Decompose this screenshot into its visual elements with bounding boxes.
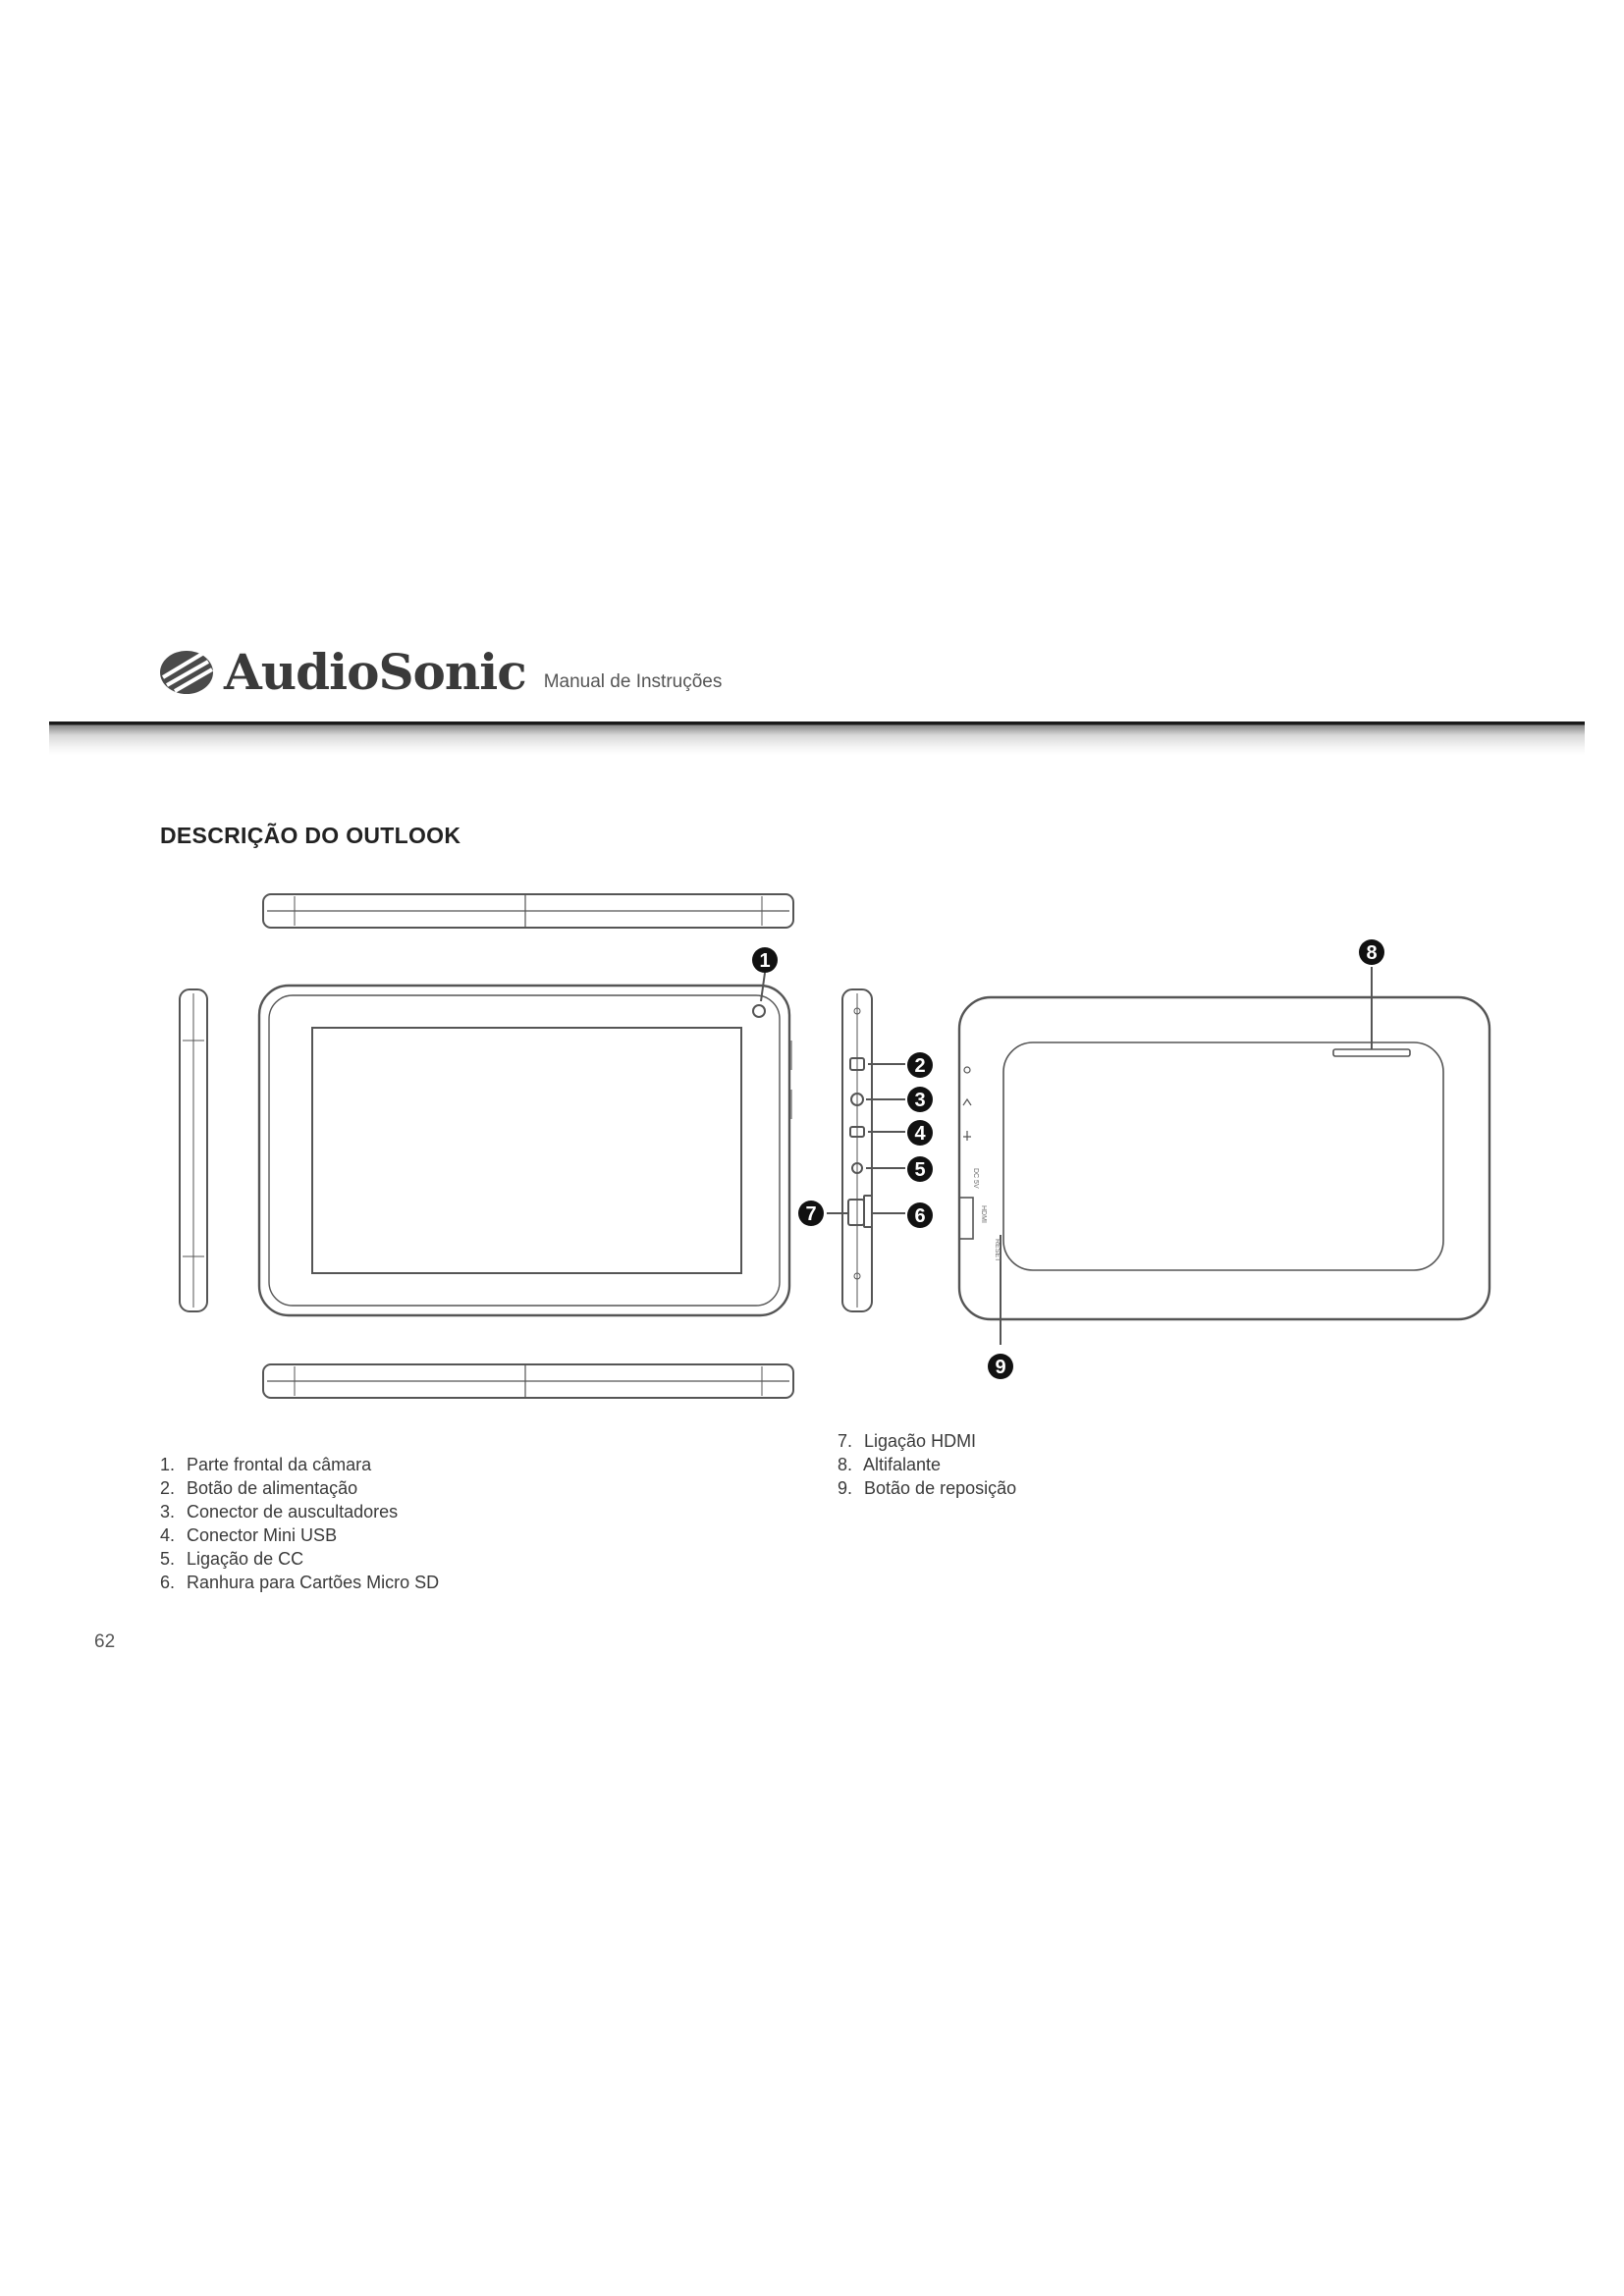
list-item: 7. Ligação HDMI: [838, 1431, 977, 1451]
callout-1-number: 1: [759, 950, 771, 972]
tablet-front-view: [259, 986, 791, 1315]
port-label-reset: RESET: [994, 1239, 1001, 1262]
list-item: 8. Altifalante: [838, 1455, 942, 1474]
front-camera-icon: [753, 1005, 765, 1017]
parts-list-left: [160, 1453, 439, 1594]
callout-8-number: 8: [1366, 942, 1378, 964]
port-label-dc: DC 5V: [972, 1168, 979, 1189]
list-item: 3. Conector de auscultadores: [160, 1502, 399, 1522]
port-label-hdmi: HDMI: [980, 1205, 987, 1223]
callout-3-number: 3: [914, 1090, 926, 1111]
callout-7: [798, 1201, 824, 1226]
list-item: 6. Ranhura para Cartões Micro SD: [160, 1573, 440, 1592]
manual-subtitle: Manual de Instruções: [543, 671, 723, 692]
list-item: 5. Ligação de CC: [160, 1549, 304, 1569]
callout-1: [752, 947, 778, 1001]
list-item: 1. Parte frontal da câmara: [160, 1455, 372, 1474]
callout-6-number: 6: [914, 1205, 926, 1227]
callout-8: [1359, 939, 1384, 965]
microsd-slot-icon: [864, 1196, 872, 1227]
brand-name: AudioSonic: [224, 643, 526, 701]
callout-2: [907, 1052, 933, 1078]
callout-4: [907, 1120, 933, 1146]
tablet-left-side-view: [180, 989, 207, 1311]
callout-4-number: 4: [914, 1123, 926, 1145]
callout-5-number: 5: [914, 1159, 926, 1181]
parts-list-right: [838, 1429, 1016, 1500]
callout-7-number: 7: [805, 1203, 817, 1225]
tablet-bottom-edge-view: [263, 1364, 793, 1398]
tablet-right-side-view: [827, 989, 905, 1311]
section-title: DESCRIÇÃO DO OUTLOOK: [160, 823, 461, 848]
list-item: 4. Conector Mini USB: [160, 1525, 338, 1545]
callout-9-number: 9: [995, 1357, 1006, 1378]
tablet-back-view: [959, 967, 1489, 1345]
callout-9: [988, 1354, 1013, 1379]
page-number: 62: [94, 1631, 116, 1652]
callout-5: [907, 1156, 933, 1182]
callout-2-number: 2: [914, 1055, 926, 1077]
list-item: 2. Botão de alimentação: [160, 1478, 358, 1498]
callout-3: [907, 1087, 933, 1112]
callout-6: [907, 1202, 933, 1228]
speaker-grille-icon: [1333, 1049, 1410, 1056]
tablet-top-edge-view: [263, 894, 793, 928]
list-item: 9. Botão de reposição: [838, 1478, 1017, 1498]
hdmi-port-icon: [848, 1200, 864, 1225]
